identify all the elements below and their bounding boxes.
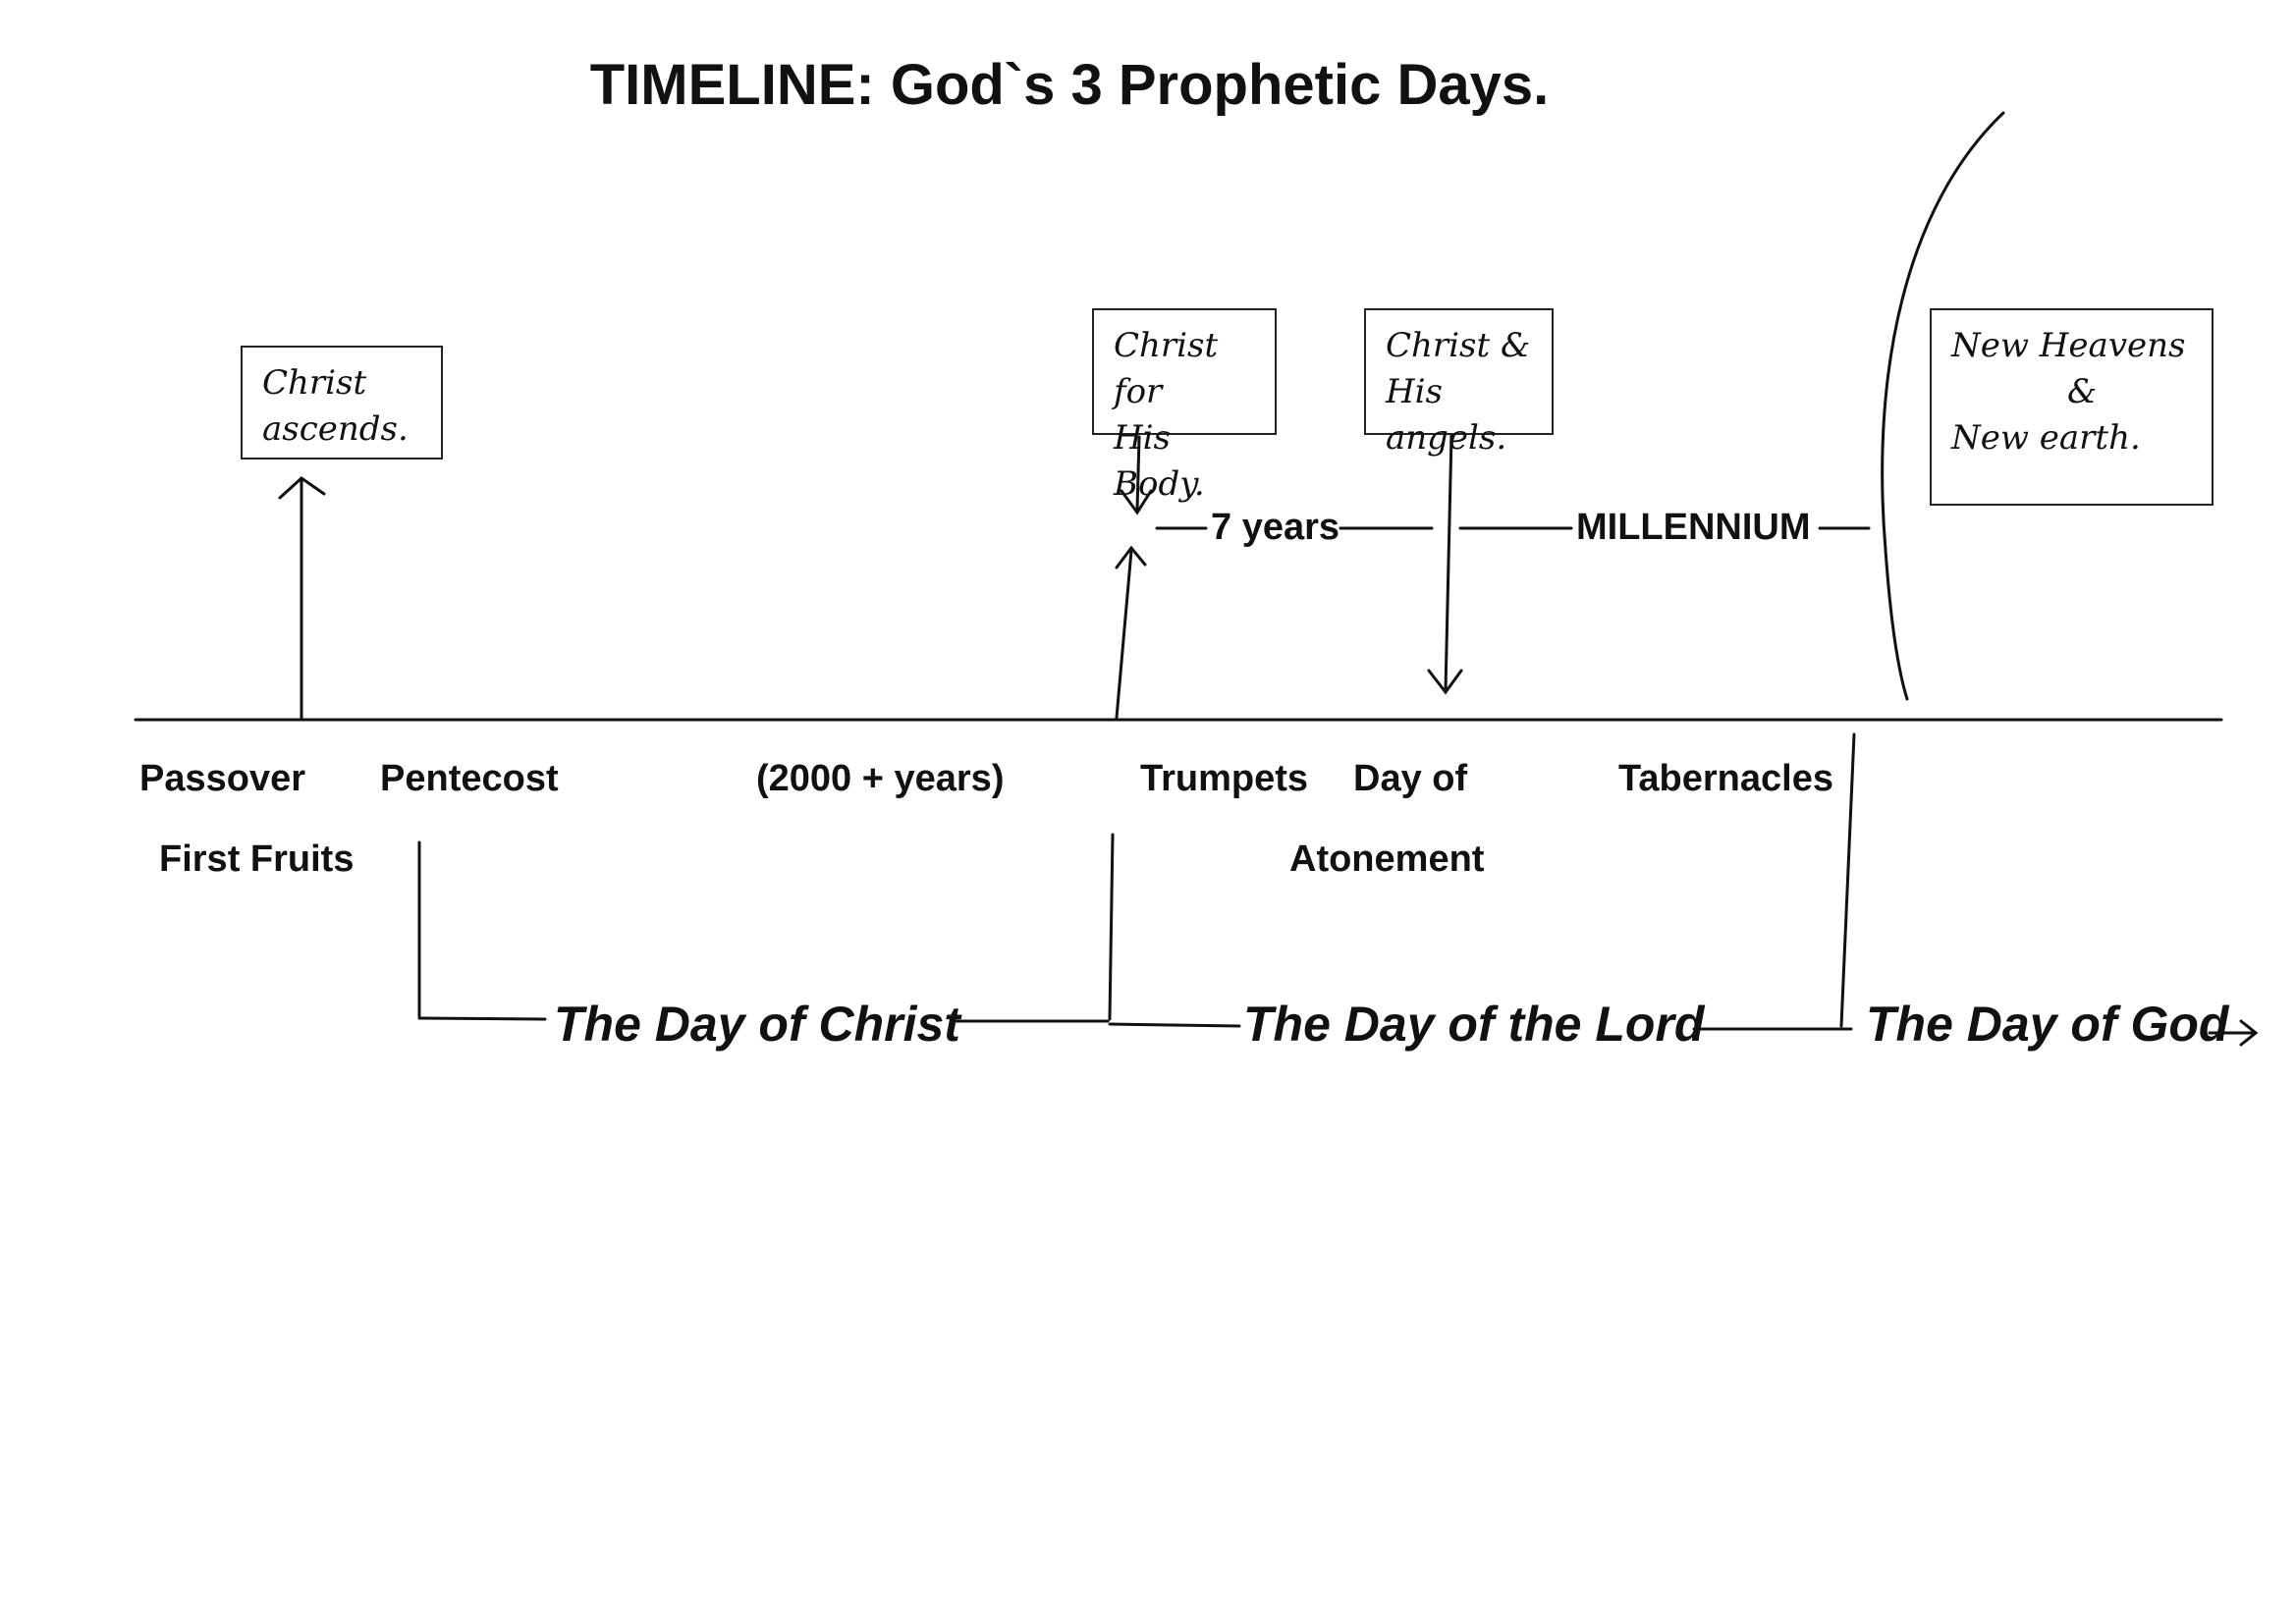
christ-angels-box	[1364, 308, 1554, 458]
day-of-christ-label: The Day of Christ	[554, 997, 960, 1052]
day-lord-dash-left	[1110, 1024, 1239, 1026]
feast-day-of: Day of	[1353, 758, 1468, 799]
box-line: New earth.	[1951, 418, 2141, 458]
christ-ascends-box	[241, 346, 443, 460]
seven-years-label: 7 years	[1211, 507, 1340, 548]
feast-tabernacles: Tabernacles	[1618, 758, 1833, 799]
feast-passover: Passover	[139, 758, 306, 799]
feast-pentecost: Pentecost	[380, 758, 559, 799]
box-line: His Body.	[1114, 418, 1205, 504]
feast-first-fruits: First Fruits	[159, 839, 355, 880]
feast-trumpets: Trumpets	[1140, 758, 1309, 799]
box-line: &	[2067, 372, 2098, 411]
box-line: His angels.	[1386, 372, 1507, 458]
new-heavens-box	[1930, 308, 2214, 506]
box-line: Christ	[262, 363, 367, 403]
day-of-god-label: The Day of God	[1866, 997, 2229, 1052]
second-coming-arrow-icon	[1429, 434, 1461, 692]
feast-atonement: Atonement	[1289, 839, 1485, 880]
day-christ-dash-left	[419, 1018, 545, 1019]
box-line: New Heavens	[1951, 326, 2186, 365]
trumpets-up-arrow-icon	[1117, 548, 1145, 718]
page-title: TIMELINE: God`s 3 Prophetic Days.	[589, 53, 1550, 117]
box-line: ascends.	[262, 409, 409, 449]
box-line: Christ for	[1114, 326, 1219, 411]
trumpets-bracket-vertical	[1110, 835, 1113, 1019]
tabernacles-bracket-vertical	[1841, 734, 1854, 1026]
day-of-the-lord-label: The Day of the Lord	[1243, 997, 1705, 1052]
millennium-label: MILLENNIUM	[1576, 507, 1811, 548]
gap-years-label: (2000 + years)	[756, 758, 1005, 799]
christ-for-body-box	[1092, 308, 1277, 504]
box-line: Christ &	[1386, 326, 1531, 365]
ascend-arrow-icon	[280, 478, 324, 718]
